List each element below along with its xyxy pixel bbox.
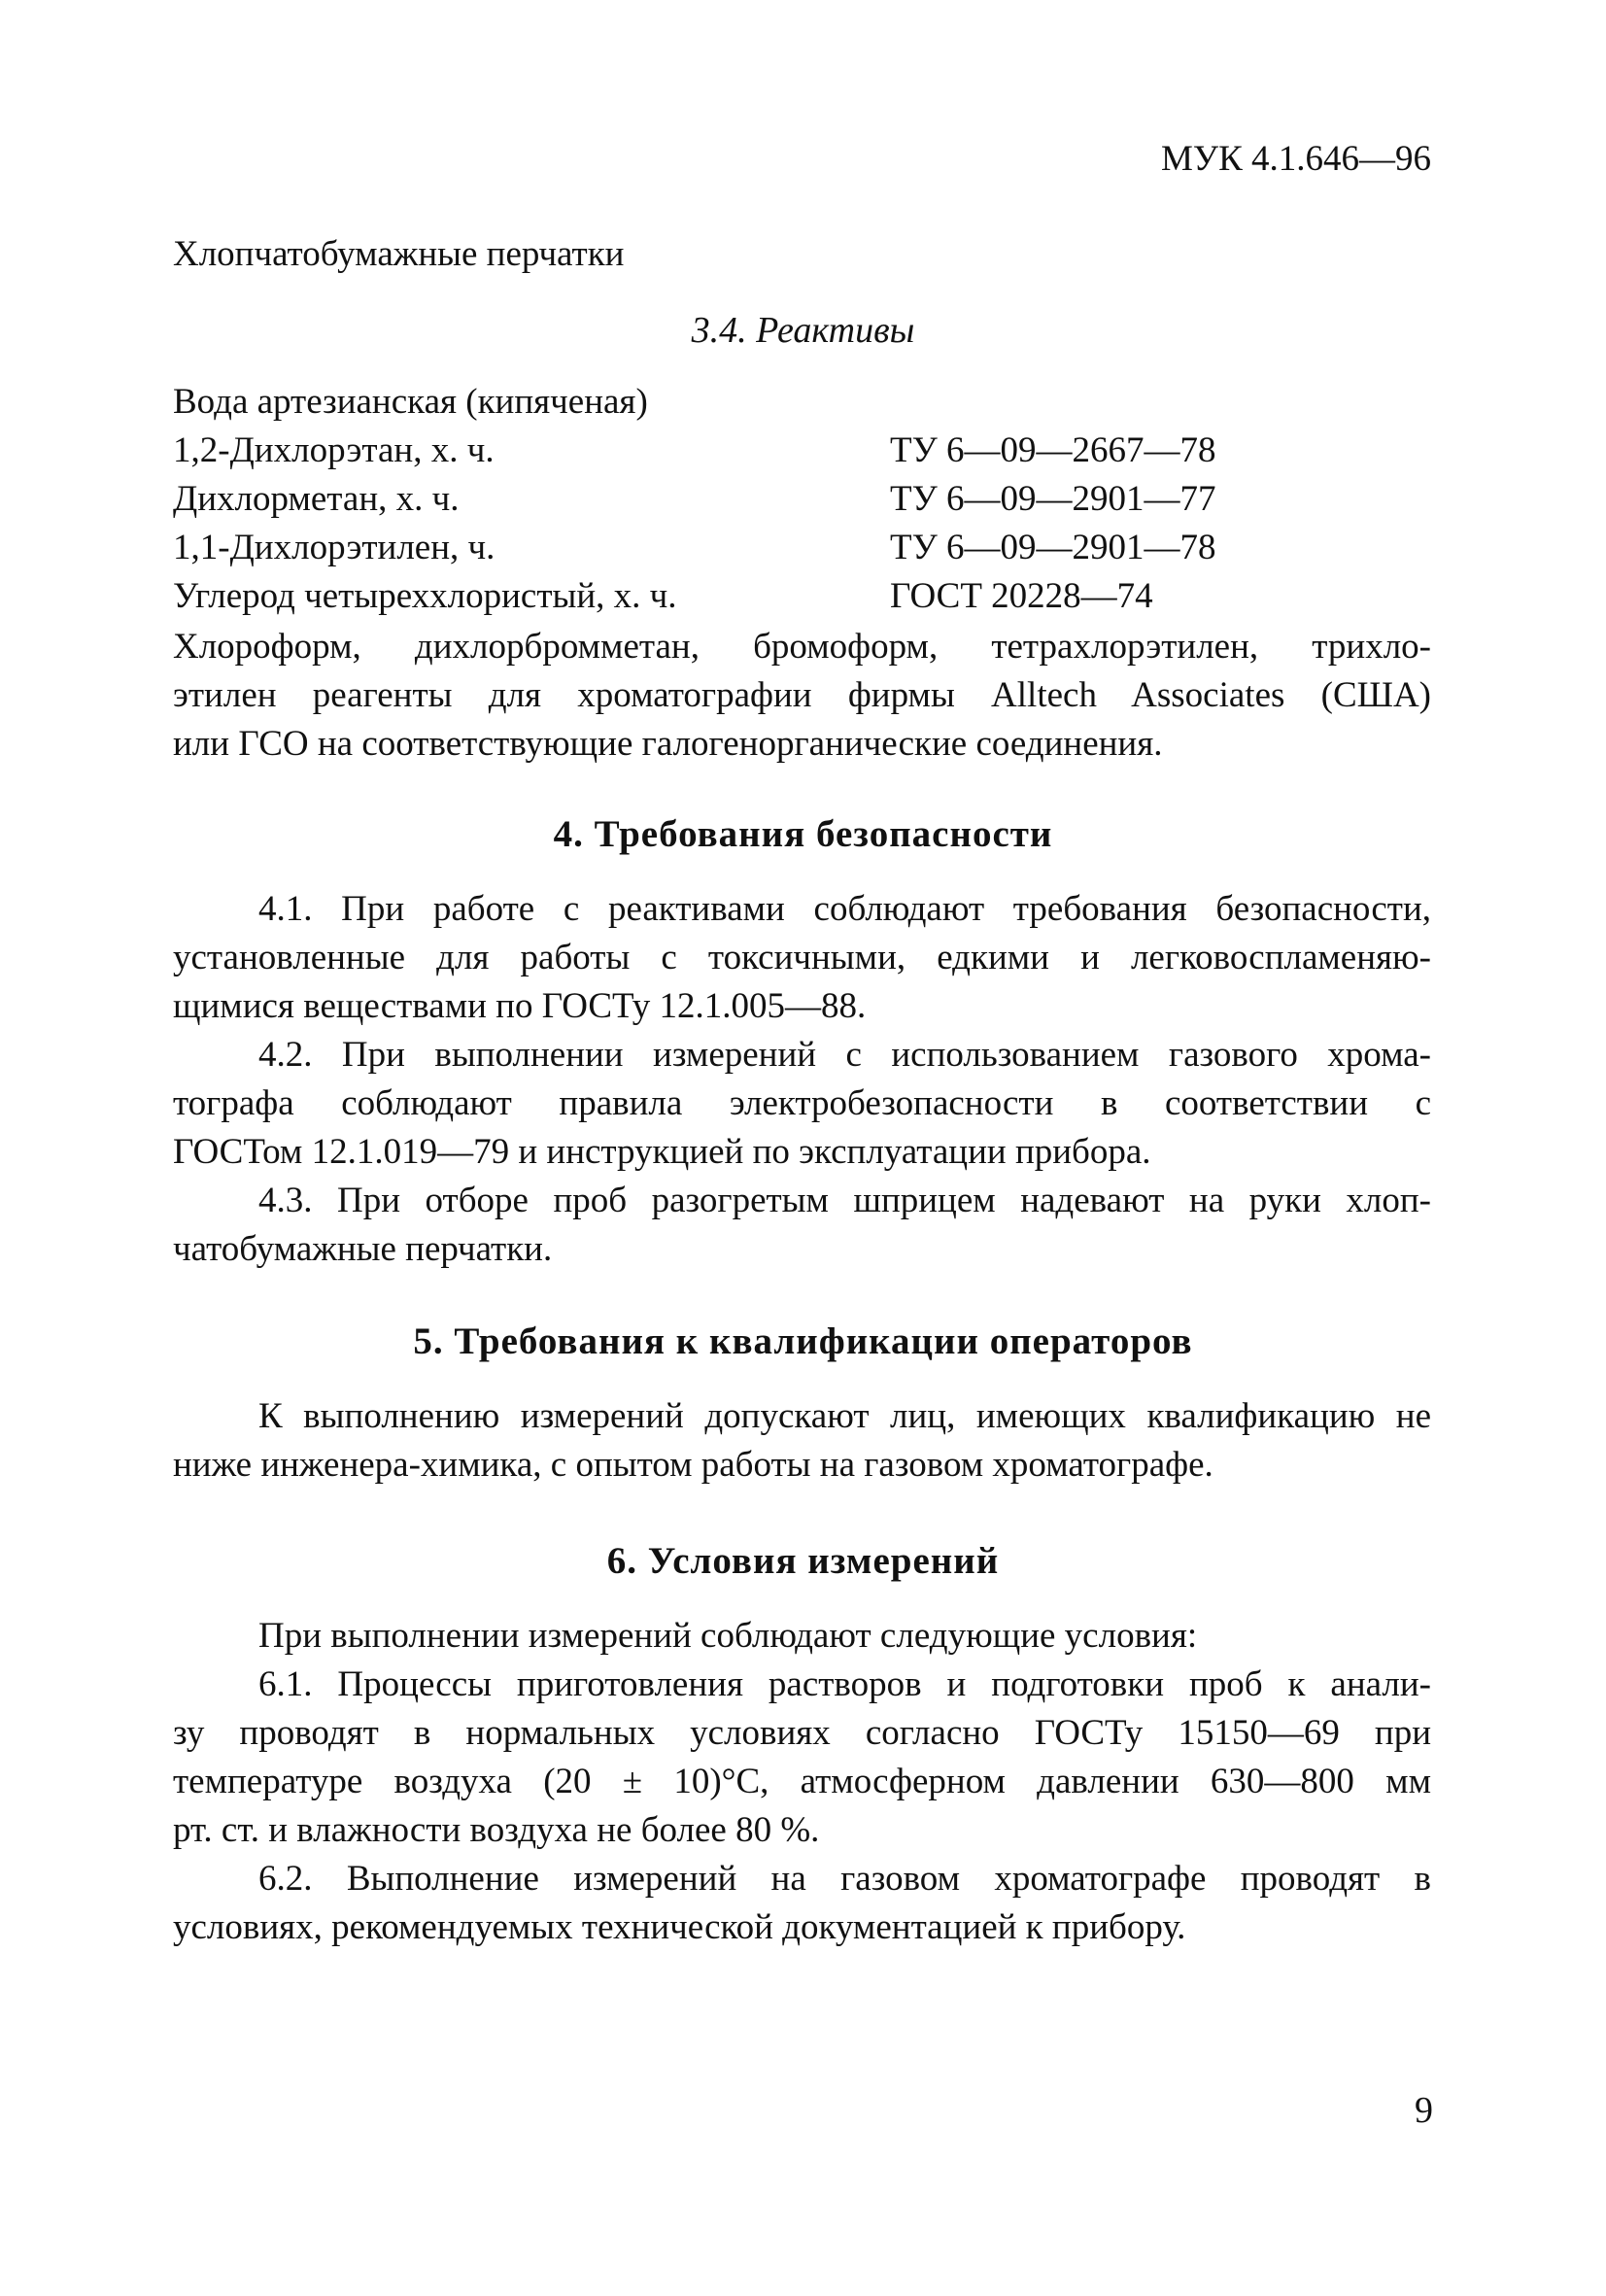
equipment-item: Хлопчатобумажные перчатки: [173, 234, 625, 274]
paragraph-line: рт. ст. и влажности воздуха не более 80 %.: [173, 1810, 820, 1850]
paragraph-line: щимися веществами по ГОСТу 12.1.005—88.: [173, 986, 867, 1026]
reagent-row: [173, 525, 1436, 571]
reagent-row: [173, 476, 1436, 523]
section-4-heading: 4. Требования безопасности: [553, 813, 1053, 855]
paragraph-line: условиях, рекомендуемых технической документацией к прибору.: [173, 1907, 1186, 1947]
document-code: МУК 4.1.646—96: [1160, 139, 1431, 179]
paragraph-line: 4.3. При отборе проб разогретым шприцем надевают на руки хлоп-: [258, 1181, 1431, 1220]
paragraph-line: 6.2. Выполнение измерений на газовом хроматографе проводят в: [258, 1859, 1431, 1899]
reagent-name: 1,1-Дихлорэтилен, ч.: [173, 528, 495, 567]
reagent-spec: ТУ 6—09—2901—78: [890, 528, 1216, 567]
paragraph-line: К выполнению измерений допускают лиц, имеющих квалификацию не: [258, 1396, 1431, 1436]
paragraph-line: 4.2. При выполнении измерений с использованием газового хрома-: [258, 1035, 1431, 1075]
reagent-name: Углерод четыреххлористый, х. ч.: [173, 576, 677, 616]
reagent-row: [173, 573, 1436, 620]
paragraph-line: ниже инженера-химика, с опытом работы на газовом хроматографе.: [173, 1445, 1213, 1485]
reagent-spec: ТУ 6—09—2901—77: [890, 479, 1216, 519]
section-5-heading: 5. Требования к квалификации операторов: [413, 1320, 1193, 1362]
paragraph-line: зу проводят в нормальных условиях согласно ГОСТу 15150—69 при: [173, 1713, 1431, 1753]
reagent-spec: ГОСТ 20228—74: [890, 576, 1153, 616]
paragraph-line: чатобумажные перчатки.: [173, 1229, 553, 1269]
reagents-note-line: или ГСО на соответствующие галогенорганические соединения.: [173, 724, 1163, 764]
paragraph-line: При выполнении измерений соблюдают следующие условия:: [258, 1616, 1198, 1656]
section-6-heading: 6. Условия измерений: [606, 1540, 1000, 1582]
paragraph-line: тографа соблюдают правила электробезопасности в соответствии с: [173, 1083, 1431, 1123]
paragraph-line: 4.1. При работе с реактивами соблюдают требования безопасности,: [258, 889, 1431, 929]
paragraph-line: установленные для работы с токсичными, едкими и легковоспламеняю-: [173, 938, 1431, 977]
reagent-spec: ТУ 6—09—2667—78: [890, 430, 1216, 470]
reagents-note-line: этилен реагенты для хроматографии фирмы Alltech Associates (США): [173, 675, 1431, 715]
reagent-name: Дихлорметан, х. ч.: [173, 479, 460, 519]
reagent-row: [173, 379, 1436, 426]
page-number: 9: [1415, 2090, 1433, 2131]
paragraph-line: ГОСТом 12.1.019—79 и инструкцией по эксплуатации прибора.: [173, 1132, 1151, 1172]
paragraph-line: 6.1. Процессы приготовления растворов и подготовки проб к анали-: [258, 1664, 1431, 1704]
reagent-name: 1,2-Дихлорэтан, х. ч.: [173, 430, 495, 470]
reagent-name: Вода артезианская (кипяченая): [173, 382, 648, 422]
reagents-heading: 3.4. Реактивы: [691, 310, 915, 351]
paragraph-line: температуре воздуха (20 ± 10)°С, атмосферном давлении 630—800 мм: [173, 1762, 1431, 1801]
reagents-note-line: Хлороформ, дихлорбромметан, бромоформ, тетрахлорэтилен, трихло-: [173, 627, 1431, 667]
reagent-row: [173, 428, 1436, 474]
